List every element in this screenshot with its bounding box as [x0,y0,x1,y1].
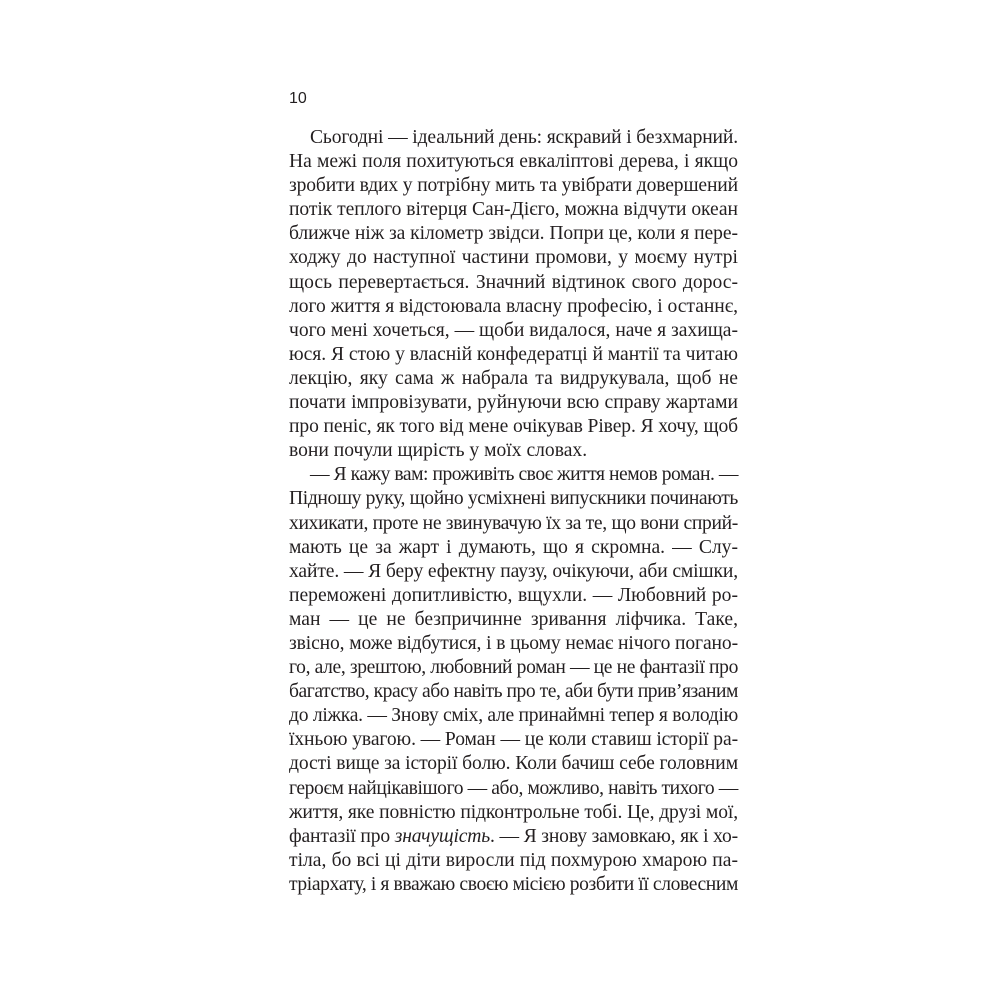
text-line: звісно, може відбутися, і в цьому немає нічого погано- [289,632,738,654]
text-line: го, але, зрештою, любовний роман — це не фантазії про [289,657,738,679]
text-line: ходжу до наступної частини промови, у моєму нутрі [289,247,738,269]
text-segment: . — Я знову замовкаю, як і хо- [490,825,738,847]
text-line: хайте. — Я беру ефектну паузу, очікуючи, аби смішки, [289,560,738,582]
text-line: лекцію, яку сама ж набрала та видрукувала, щоб не [289,367,738,389]
text-line: На межі поля похитуються евкаліптові дерева, і якщо [289,151,738,173]
text-line: хихикати, проте не звинувачую їх за те, що вони сприй- [289,512,738,534]
text-line: ближче ніж за кілометр звідси. Попри це, коли я пере- [289,223,738,245]
text-line-with-italic [289,825,738,849]
text-segment: фантазії про [289,825,395,847]
text-line: вони почули щирість у моїх словах. [289,440,588,462]
text-line: їхньою увагою. — Роман — це коли ставиш історії ра- [289,729,738,751]
paragraph-2 [289,463,738,897]
text-line: зробити вдих у потрібну мить та увібрати довершений [289,175,738,197]
text-line: лого життя я відстоювала власну професію, і останнє, [289,295,738,317]
text-line: тіла, бо всі ці діти виросли під похмурою хмарою па- [289,849,738,871]
text-line: чого мені хочеться, — щоби видалося, наче я захища- [289,319,738,341]
text-line: щось перевертається. Значний відтинок свого дорос- [289,271,738,293]
text-line: Підношу руку, щойно усміхнені випускники починають [289,488,738,510]
text-line: мають це за жарт і думають, що я скромна. — Слу- [289,536,738,558]
text-line: переможені допитливістю, вщухли. — Любовний ро- [289,584,738,606]
text-line: життя, яке повністю підконтрольне тобі. Це, друзі мої, [289,801,738,823]
body-text [289,126,738,897]
text-line: героєм найцікавішого — або, можливо, навіть тихого — [289,777,738,799]
text-line: юся. Я стою у власній конфедератці й мантії та читаю [289,343,738,365]
text-line: багатство, красу або навіть про те, аби бути прив’язаним [289,681,738,703]
text-line: Сьогодні — ідеальний день: яскравий і безхмарний. [310,127,738,148]
text-line: — Я кажу вам: проживіть своє життя немов роман. — [310,464,738,486]
text-line: про пеніс, як того від мене очікував Рівер. Я хочу, щоб [289,416,738,438]
page-number: 10 [289,90,307,107]
text-line: потік теплого вітерця Сан-Дієго, можна відчути океан [289,199,738,221]
italic-word: значущість [394,825,491,847]
text-line: ман — це не безпричинне зривання ліфчика. Таке, [289,608,738,630]
text-line: тріархату, і я вважаю своєю місією розбити її словесним [289,873,738,895]
text-line: почати імпровізувати, руйнуючи всю справу жартами [289,392,738,414]
paragraph-1 [289,126,738,463]
text-line: до ліжка. — Знову сміх, але принаймні тепер я володію [289,705,738,727]
text-line: дості вище за історії болю. Коли бачиш себе головним [289,753,738,775]
